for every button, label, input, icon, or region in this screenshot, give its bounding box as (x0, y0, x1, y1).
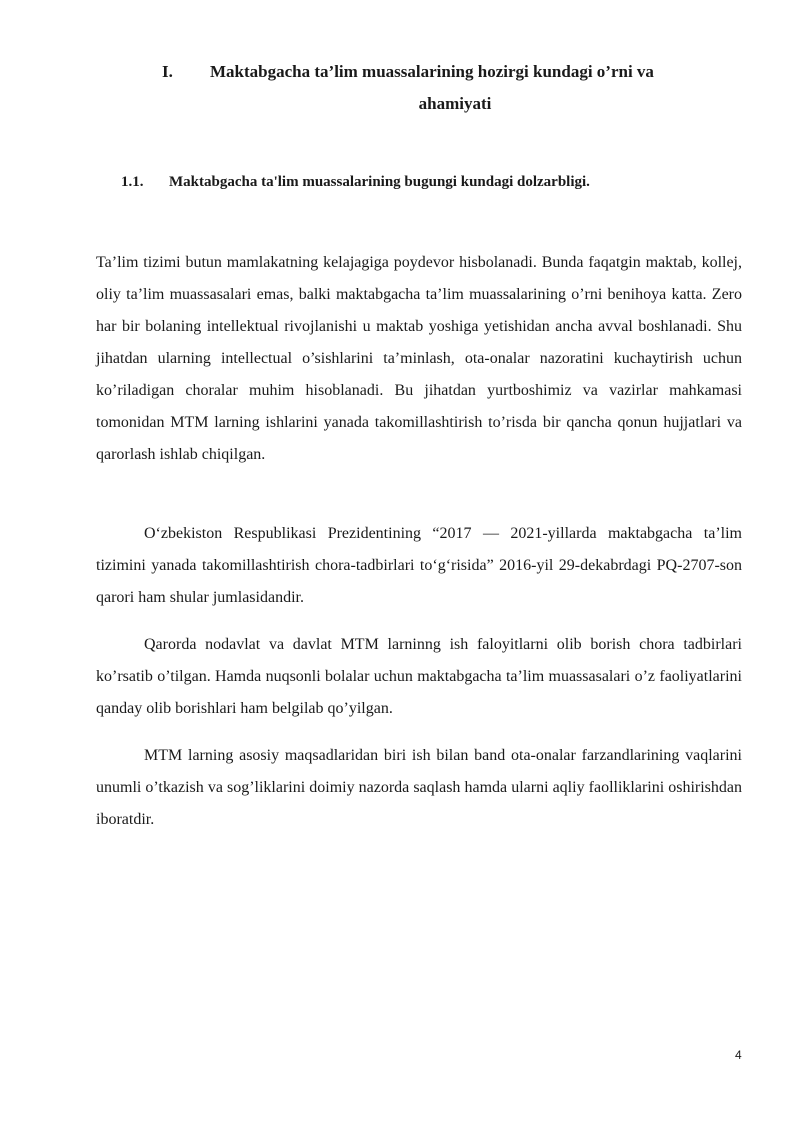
paragraph-text: O‘zbekiston Respublikasi Prezidentining “2017 — 2021-yillarda maktabgacha ta’lim tizimini yanada takomillashtirish chora-tadbirlari to‘g‘risida” 2016-yil 29-dekabrdagi PQ-2707-son qarori ham shular jumlasidandir. (96, 525, 742, 606)
section-number: 1.1. (121, 174, 144, 190)
page-number: 4 (735, 1048, 742, 1062)
section-title: Maktabgacha ta'lim muassalarining bugungi kundagi dolzarbligi. (169, 174, 590, 190)
paragraph-text: Qarorda nodavlat va davlat MTM larninng ish faloyitlarni olib borish chora tadbirlari ko’rsatib o’tilgan. Hamda nuqsonli bolalar uchun maktabgacha ta’lim muassasalari o’z faoliyatlarini qanday olib borishlari ham belgilab qo’yilgan. (96, 636, 742, 717)
paragraph-text: Ta’lim tizimi butun mamlakatning kelajagiga poydevor hisbolanadi. Bunda faqatgin maktab, kollej, oliy ta’lim muassasalari emas, balki maktabgacha ta’lim muassalarining o’rni benihoya katta. Zero har bir bolaning intellektual rivojlanishi u maktab yoshiga yetishidan ancha avval boshlanadi. Shu jihatdan ularning intellectual o’sishlarini ta’minlash, ota-onalar nazoratini kuchaytirish uchun ko’riladigan choralar muhim hisoblanadi. Bu jihatdan yurtboshimiz va vazirlar mahkamasi tomonidan MTM larning ishlarini yanada takomillashtirish to’risda bir qancha qonun hujjatlari va qarorlash ishlab chiqilgan. (96, 254, 742, 463)
paragraph-2 (96, 518, 742, 614)
paragraph-text: MTM larning asosiy maqsadlaridan biri ish bilan band ota-onalar farzandlarining vaqlarini unumli o’tkazish va sog’liklarini doimiy nazorda saqlash hamda ularni aqliy faolliklarini oshirishdan iboratdir. (96, 747, 742, 828)
paragraph-4 (96, 740, 742, 836)
paragraph-1 (96, 247, 742, 471)
chapter-number: I. (162, 62, 173, 81)
chapter-title-line2: ahamiyati (418, 94, 492, 113)
paragraph-3 (96, 629, 742, 725)
chapter-title-line1: Maktabgacha ta’lim muassalarining hozirgi kundagi o’rni va (210, 62, 654, 81)
